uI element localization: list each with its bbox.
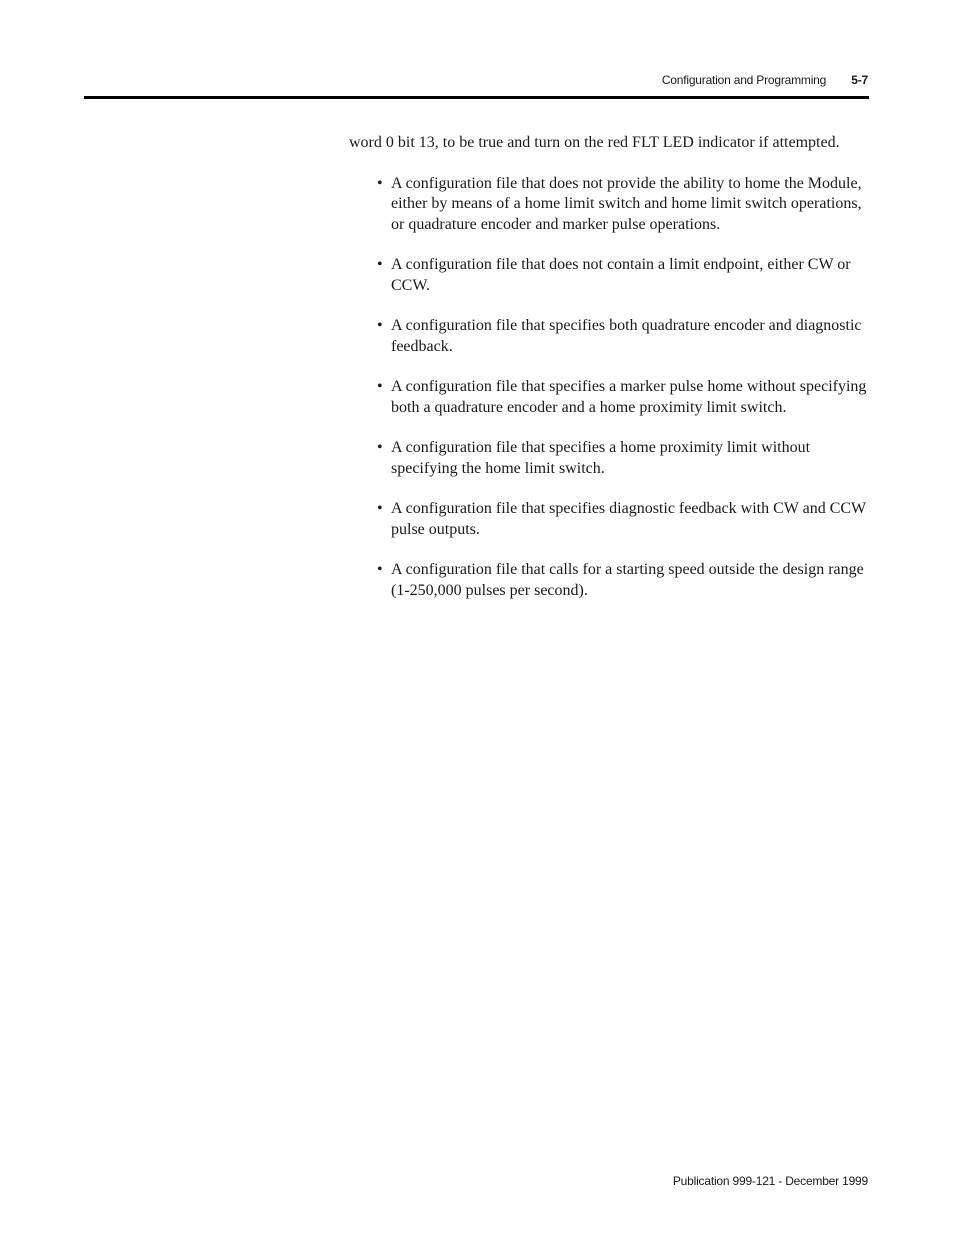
list-item	[349, 377, 869, 418]
list-item	[349, 255, 869, 296]
bullet-list	[349, 174, 869, 602]
list-item-text: A configuration file that specifies a marker pulse home without specifying both a quadrature encoder and a home proximity limit switch.	[391, 378, 867, 416]
list-item	[349, 499, 869, 540]
bullet-icon: •	[377, 174, 383, 192]
bullet-icon: •	[377, 256, 383, 273]
list-item-text: A configuration file that does not contain a limit endpoint, either CW or CCW.	[391, 256, 851, 294]
list-item-text: A configuration file that specifies diagnostic feedback with CW and CCW pulse outputs.	[391, 500, 866, 538]
list-item-text: A configuration file that does not provide the ability to home the Module, either by means of a home limit switch and home limit switch operations, or quadrature encoder and marker pulse operations.	[391, 174, 862, 233]
list-item-text: A configuration file that specifies both quadrature encoder and diagnostic feedback.	[391, 317, 862, 355]
bullet-icon: •	[377, 378, 383, 395]
intro-paragraph: word 0 bit 13, to be true and turn on the red FLT LED indicator if attempted.	[349, 134, 840, 151]
list-item	[349, 174, 869, 236]
bullet-icon: •	[377, 439, 383, 456]
list-item	[349, 560, 869, 601]
main-content	[349, 133, 869, 621]
section-title: Configuration and Programming	[661, 73, 827, 87]
list-item-text: A configuration file that calls for a starting speed outside the design range (1-250,000 pulses per second).	[391, 561, 864, 599]
page-header	[662, 73, 868, 87]
bullet-icon: •	[377, 561, 383, 578]
header-rule	[84, 96, 869, 99]
bullet-icon: •	[377, 317, 383, 334]
list-item-text: A configuration file that specifies a home proximity limit without specifying the home limit switch.	[391, 439, 811, 477]
bullet-icon: •	[377, 500, 383, 517]
list-item	[349, 316, 869, 357]
publication-info: Publication 999-121 - December 1999	[672, 1174, 868, 1188]
page-footer	[673, 1174, 868, 1188]
list-item	[349, 438, 869, 479]
page-number: 5-7	[851, 73, 868, 87]
